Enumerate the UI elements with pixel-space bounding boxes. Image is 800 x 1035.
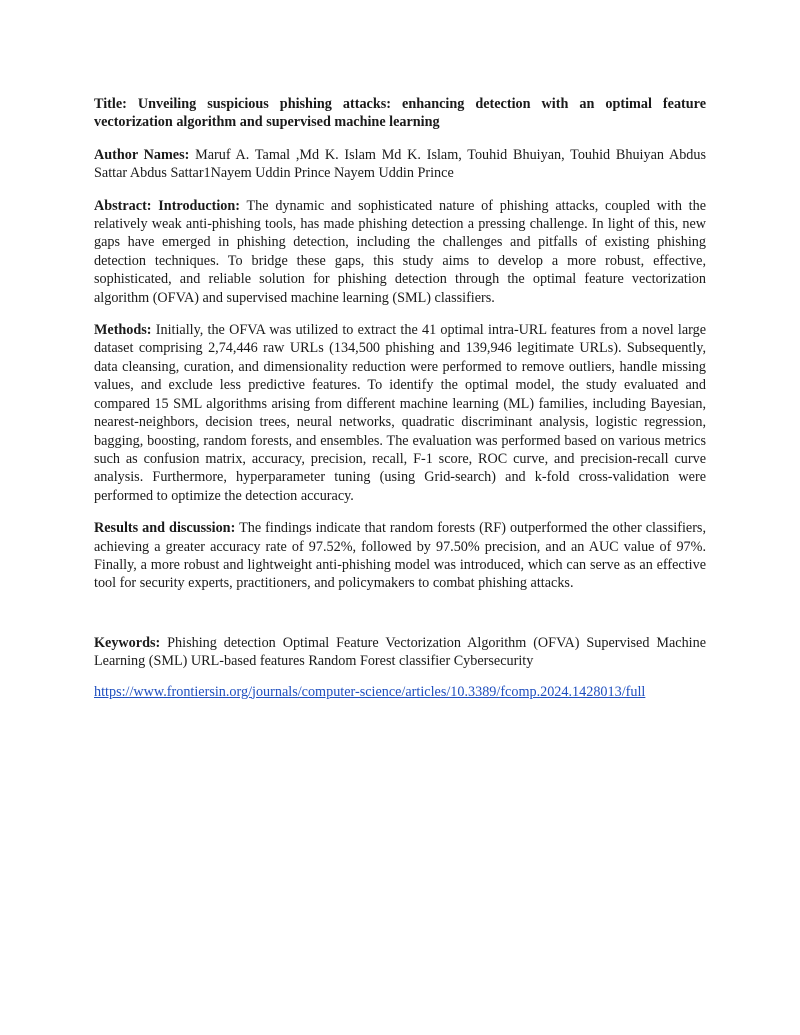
methods-text: Initially, the OFVA was utilized to extract the 41 optimal intra-URL features from a novel large dataset comprising 2,74,446 raw URLs (134,500 phishing and 139,946 legitimate URLs). Subsequently, data cleansing, curation, and dimensionality reduction were performed to remove outliers, handle missing values, and exclude less predictive features. To identify the optimal model, the study evaluated and compared 15 SML algorithms arising from different machine learning (ML) families, including Bayesian, nearest-neighbors, decision trees, neural networks, quadratic discriminant analysis, logistic regression, bagging, boosting, random forests, and ensembles. The evaluation was performed based on various metrics such as confusion matrix, accuracy, precision, recall, F-1 score, ROC curve, and precision-recall curve analysis. Furthermore, hyperparameter tuning (using Grid-search) and k-fold cross-validation were performed to optimize the detection accuracy. — [94, 322, 706, 504]
methods-section — [94, 321, 706, 505]
results-label: Results and discussion: — [94, 520, 236, 537]
title-label: Title: — [94, 96, 127, 112]
abstract-introduction — [94, 197, 706, 307]
author-names-label: Author Names: — [94, 146, 190, 163]
introduction-label: Introduction: — [158, 197, 241, 214]
results-text: The findings indicate that random forests (RF) outperformed the other classifiers, achieving a greater accuracy rate of 97.52%, followed by 97.50% precision, and an AUC value of 97%. Finally, a more robust and lightweight anti-phishing model was introduced, which can serve as an effective tool for security experts, practitioners, and policymakers to combat phishing attacks. — [94, 520, 706, 592]
methods-label: Methods: — [94, 322, 152, 339]
abstract-label: Abstract: — [94, 197, 152, 214]
keywords-text: Phishing detection Optimal Feature Vectorization Algorithm (OFVA) Supervised Machine Learning (SML) URL-based features Random Forest classifier Cybersecurity — [94, 634, 707, 670]
results-section — [94, 519, 706, 593]
keywords-label: Keywords: — [94, 634, 161, 651]
paper-title — [94, 95, 706, 132]
author-names — [94, 146, 706, 183]
introduction-text: The dynamic and sophisticated nature of phishing attacks, coupled with the relatively weak anti-phishing tools, has made phishing detection a pressing challenge. In light of this, new gaps have emerged in phishing detection, including the challenges and pitfalls of existing phishing detection techniques. To bridge these gaps, this study aims to develop a more robust, effective, sophisticated, and reliable solution for phishing detection through the optimal feature vectorization algorithm (OFVA) and supervised machine learning (SML) classifiers. — [94, 197, 707, 306]
article-link[interactable]: https://www.frontiersin.org/journals/computer-science/articles/10.3389/fcomp.2024.1428013/full — [94, 683, 646, 700]
article-link-line — [94, 683, 706, 701]
keywords-section — [94, 634, 706, 671]
author-names-text: Maruf A. Tamal ,Md K. Islam Md K. Islam, Touhid Bhuiyan, Touhid Bhuiyan Abdus Sattar Abdus Sattar1Nayem Uddin Prince Nayem Uddin Prince — [94, 146, 707, 182]
title-text: Unveiling suspicious phishing attacks: enhancing detection with an optimal feature vectorization algorithm and supervised machine learning — [94, 96, 707, 131]
